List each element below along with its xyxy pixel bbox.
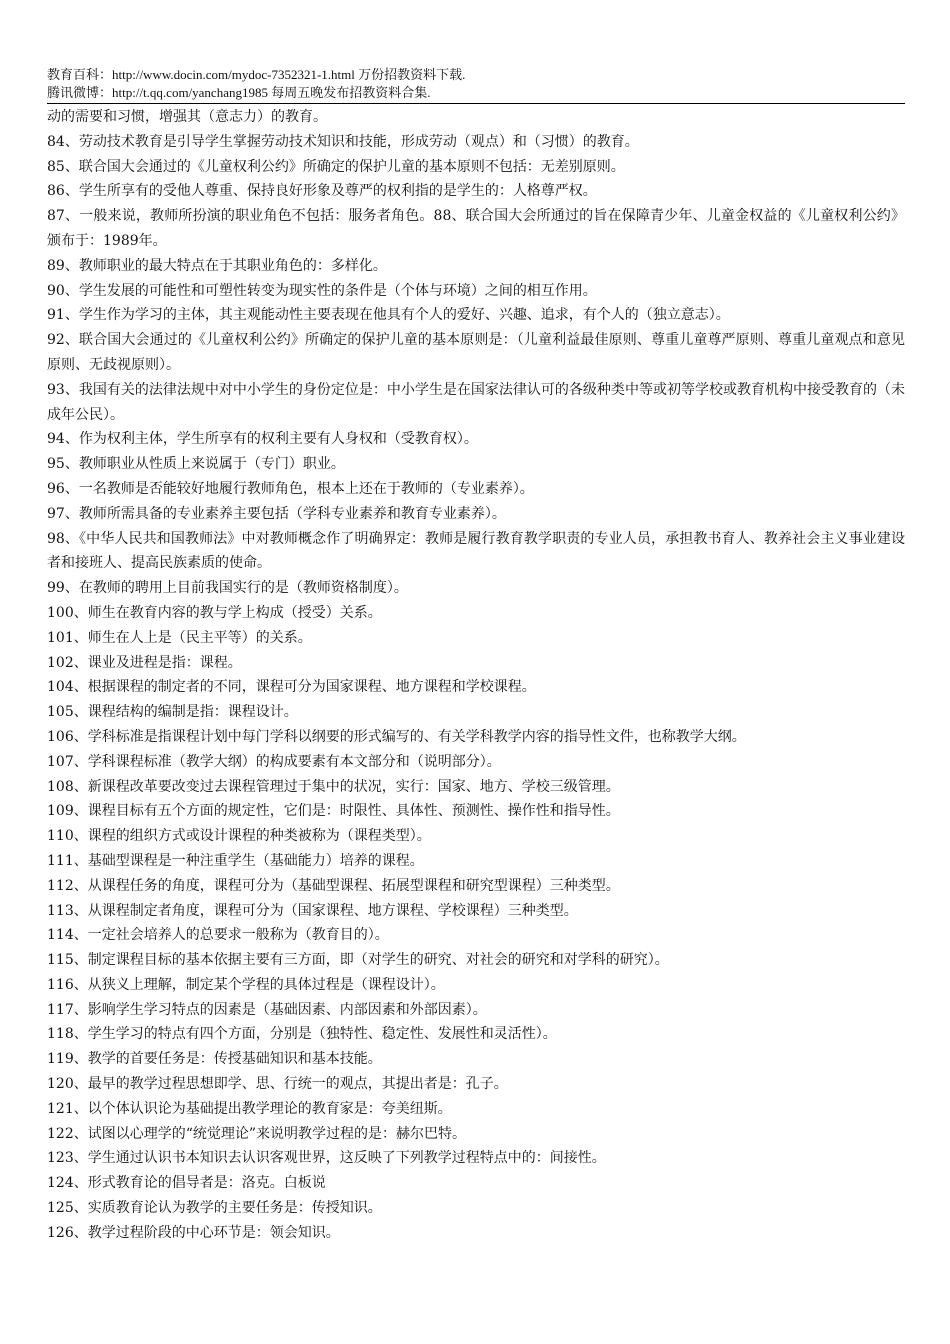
paragraph: 97、教师所需具备的专业素养主要包括（学科专业素养和教育专业素养）。 (47, 505, 506, 522)
paragraph: 119、教学的首要任务是：传授基础知识和基本技能。 (47, 1051, 382, 1068)
paragraph: 107、学科课程标准（教学大纲）的构成要素有本文部分和（说明部分）。 (47, 753, 501, 770)
paragraph: 101、师生在人上是（民主平等）的关系。 (47, 629, 312, 646)
paragraph: 121、以个体认识论为基础提出教学理论的教育家是：夸美纽斯。 (47, 1100, 452, 1117)
paragraph: 90、学生发展的可能性和可塑性转变为现实性的条件是（个体与环境）之间的相互作用。 (47, 282, 597, 299)
document-page (47, 66, 905, 1246)
header-line-1: 教育百科：http://www.docin.com/mydoc-7352321-1.html 万份招教资料下载. (47, 67, 466, 82)
paragraph: 动的需要和习惯，增强其（意志力）的教育。 (47, 109, 327, 125)
paragraph: 99、在教师的聘用上目前我国实行的是（教师资格制度）。 (47, 580, 408, 597)
paragraph: 104、根据课程的制定者的不同，课程可分为国家课程、地方课程和学校课程。 (47, 679, 536, 696)
paragraph: 91、学生作为学习的主体，其主观能动性主要表现在他具有个人的爱好、兴趣、追求，有个人的（独立意志）。 (47, 307, 730, 324)
paragraph: 85、联合国大会通过的《儿童权利公约》所确定的保护儿童的基本原则不包括：无差别原则。 (47, 158, 625, 175)
paragraph: 111、基础型课程是一种注重学生（基础能力）培养的课程。 (47, 852, 424, 869)
paragraph: 125、实质教育论认为教学的主要任务是：传授知识。 (47, 1200, 382, 1217)
paragraph: 118、学生学习的特点有四个方面，分别是（独特性、稳定性、发展性和灵活性）。 (47, 1026, 557, 1043)
paragraph: 114、一定社会培养人的总要求一般称为（教育目的）。 (47, 927, 389, 944)
paragraph: 115、制定课程目标的基本依据主要有三方面，即（对学生的研究、对社会的研究和对学科的研究）。 (47, 952, 669, 969)
paragraph: 112、从课程任务的角度，课程可分为（基础型课程、拓展型课程和研究型课程）三种类型。 (47, 877, 620, 894)
paragraph: 98、《中华人民共和国教师法》中对教师概念作了明确界定：教师是履行教育教学职责的专业人员，承担教书育人、教养社会主义事业建设者和接班人、提高民族素质的使命。 (47, 530, 905, 572)
paragraph: 109、课程目标有五个方面的规定性，它们是：时限性、具体性、预测性、操作性和指导性。 (47, 803, 620, 820)
paragraph: 110、课程的组织方式或设计课程的种类被称为（课程类型）。 (47, 828, 431, 845)
paragraph: 105、课程结构的编制是指：课程设计。 (47, 704, 298, 721)
paragraph: 84、劳动技术教育是引导学生掌握劳动技术知识和技能，形成劳动（观点）和（习惯）的教育。 (47, 133, 639, 150)
paragraph: 116、从狭义上理解，制定某个学程的具体过程是（课程设计）。 (47, 976, 445, 993)
paragraph: 89、教师职业的最大特点在于其职业角色的：多样化。 (47, 257, 387, 274)
paragraph: 123、学生通过认识书本知识去认识客观世界，这反映了下列教学过程特点中的：间接性。 (47, 1150, 606, 1167)
paragraph: 126、教学过程阶段的中心环节是：领会知识。 (47, 1224, 340, 1241)
paragraph: 108、新课程改革要改变过去课程管理过于集中的状况，实行：国家、地方、学校三级管理。 (47, 778, 620, 795)
header-rule (47, 103, 905, 104)
header-line-2: 腾讯微博：http://t.qq.com/yanchang1985 每周五晚发布招教资料合集. (47, 85, 431, 100)
paragraph: 96、一名教师是否能较好地履行教师角色，根本上还在于教师的（专业素养）。 (47, 480, 534, 497)
paragraph: 87、一般来说，教师所扮演的职业角色不包括：服务者角色。88、联合国大会所通过的旨在保障青少年、儿童金权益的《儿童权利公约》颁布于：1989年。 (47, 208, 905, 249)
paragraph: 95、教师职业从性质上来说属于（专门）职业。 (47, 456, 345, 473)
paragraph: 124、形式教育论的倡导者是：洛克。白板说 (47, 1175, 326, 1192)
paragraph: 102、课业及进程是指：课程。 (47, 654, 242, 671)
paragraph: 92、联合国大会通过的《儿童权利公约》所确定的保护儿童的基本原则是：（儿童利益最佳原则、尊重儿童尊严原则、尊重儿童观点和意见原则、无歧视原则）。 (47, 332, 905, 373)
paragraph: 94、作为权利主体，学生所享有的权利主要有人身权和（受教育权）。 (47, 431, 478, 448)
paragraph: 106、学科标准是指课程计划中每门学科以纲要的形式编写的、有关学科教学内容的指导性文件，也称教学大纲。 (47, 728, 746, 745)
paragraph: 93、我国有关的法律法规中对中小学生的身份定位是：中小学生是在国家法律认可的各级种类中等或初等学校或教育机构中接受教育的（未成年公民）。 (47, 381, 905, 423)
paragraph: 113、从课程制定者角度，课程可分为（国家课程、地方课程、学校课程）三种类型。 (47, 902, 578, 919)
paragraph: 120、最早的教学过程思想即学、思、行统一的观点，其提出者是：孔子。 (47, 1076, 508, 1093)
paragraph: 122、试图以心理学的“统觉理论”来说明教学过程的是：赫尔巴特。 (47, 1125, 467, 1142)
paragraph: 117、影响学生学习特点的因素是（基础因素、内部因素和外部因素）。 (47, 1001, 487, 1018)
paragraph: 100、师生在教育内容的教与学上构成（授受）关系。 (47, 604, 382, 621)
document-body (47, 105, 905, 1246)
paragraph: 86、学生所享有的受他人尊重、保持良好形象及尊严的权利指的是学生的：人格尊严权。 (47, 183, 597, 200)
